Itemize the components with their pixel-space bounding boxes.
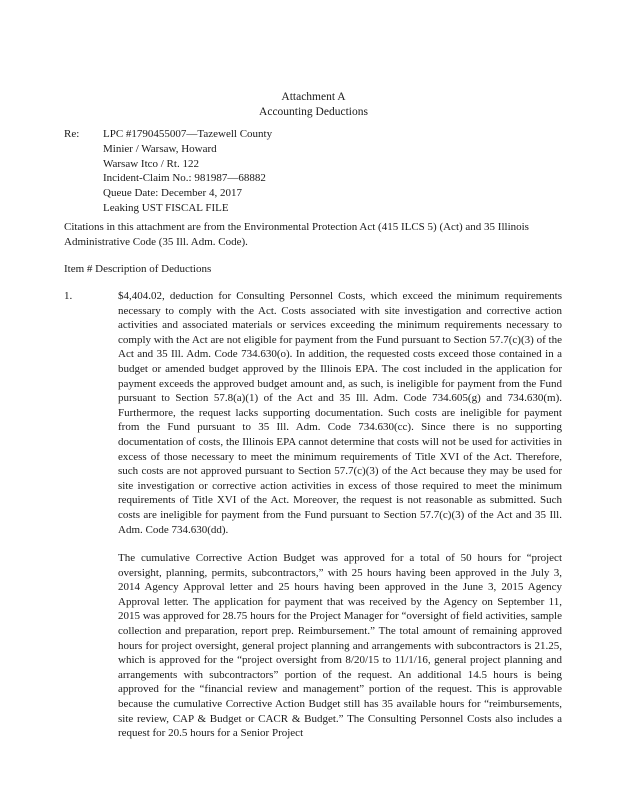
- re-line-queue-date: Queue Date: December 4, 2017: [103, 187, 242, 200]
- item-column-header: Item # Description of Deductions: [64, 263, 212, 275]
- deduction-paragraph-2: The cumulative Corrective Action Budget was approved for a total of 50 hours for “project oversight, planning, permits, subcontractors,” with 25 hours having been approved in the July 3, 2014 Agency Approval letter and 25 hours having been approved in the June 3, 2015 Agency Approval letter. The application for payment that was received by the Agency on September 11, 2015 was approved for 28.75 hours for the Project Manager for “oversight of field activities, sample collection and preparation, report prep. Reimbursement.” The total amount of remaining approved hours for project oversight, general project planning and arrangements with subcontractors is 21.25, which is approved for the “project oversight from 8/20/15 to 11/1/16, general project planning and arrangements with subcontractors” portion of the request. An additional 14.5 hours is being approved for the “financial review and management” portion of the request. This is approvable because the cumulative Corrective Action Budget still has 35 available hours for “reimbursements, site review, CAP & Budget or CACR & Budget.” The Consulting Personnel Costs also includes a request for 20.5 hours for a Senior Project: [118, 552, 562, 740]
- deduction-paragraph-1: $4,404.02, deduction for Consulting Personnel Costs, which exceed the minimum requirements necessary to comply with the Act. Costs associated with site investigation and corrective action activities and associated materials or services exceeding the minimum requirements necessary to comply with the Act are not eligible for payment from the Fund pursuant to Section 57.7(c)(3) of the Act and 35 Ill. Adm. Code 734.630(o). In addition, the requested costs exceed those contained in a budget or amended budget approved by the Illinois EPA. The cost included in the application for payment exceeds the approved budget amount and, as such, is ineligible for payment from the Fund pursuant to Section 57.8(a)(1) of the Act and 35 Ill. Adm. Code 734.605(g) and 734.630(m). Furthermore, the request lacks supporting documentation. Such costs are ineligible for payment from the Fund pursuant to 35 Ill. Adm. Code 734.630(cc). Since there is no supporting documentation of costs, the Illinois EPA cannot determine that costs will not be used for activities in excess of those necessary to meet the minimum requirements of Title XVI of the Act. Therefore, such costs are not approved pursuant to Section 57.7(c)(3) of the Act because they may be used for site investigation or corrective action activities in excess of those required to meet the minimum requirements of Title XVI of the Act. Moreover, the request is not reasonable as submitted. Such costs are ineligible for payment from the Fund pursuant to Section 57.7(c)(3) of the Act and 35 Ill. Adm. Code 734.630(dd).: [118, 290, 562, 536]
- attachment-heading: [0, 90, 627, 120]
- re-label: Re:: [64, 128, 80, 140]
- attachment-subtitle: Accounting Deductions: [259, 106, 368, 118]
- re-line-site-owner: Minier / Warsaw, Howard: [103, 142, 217, 155]
- attachment-title: Attachment A: [281, 91, 346, 103]
- re-line-lpc: LPC #1790455007—Tazewell County: [103, 128, 273, 140]
- re-line-incident-claim: Incident-Claim No.: 981987—68882: [103, 172, 266, 185]
- re-line-fiscal-file: Leaking UST FISCAL FILE: [103, 201, 229, 214]
- item-number: 1.: [64, 290, 73, 302]
- citations-paragraph: Citations in this attachment are from the Environmental Protection Act (415 ILCS 5) (Act) and 35 Illinois Administrative Code (35 Ill. Adm. Code).: [64, 221, 529, 248]
- re-lines: [103, 127, 272, 216]
- re-line-site-name: Warsaw Itco / Rt. 122: [103, 157, 199, 170]
